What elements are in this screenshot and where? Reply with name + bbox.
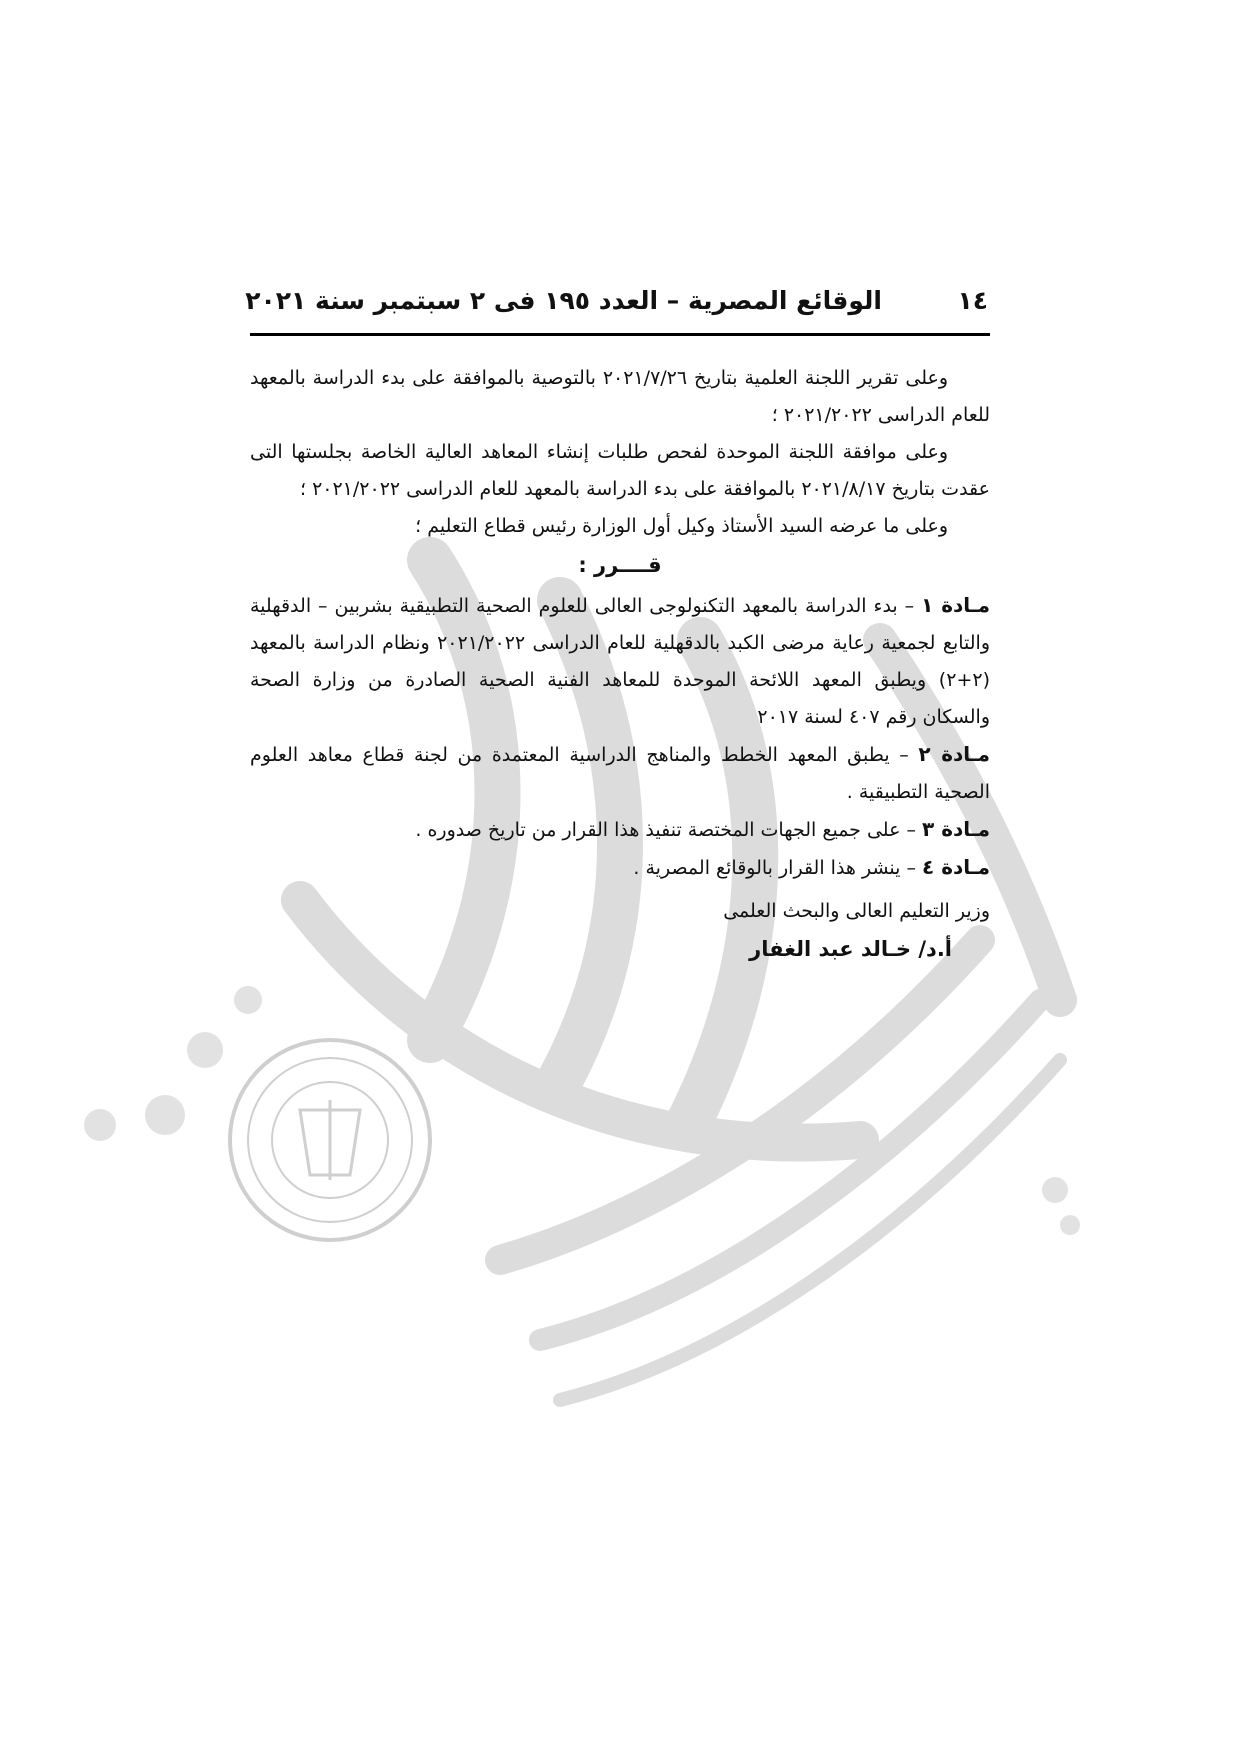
gazette-header-title: الوقائع المصرية – العدد ١٩٥ فى ٢ سبتمبر سنة ٢٠٢١ (245, 286, 882, 315)
watermark-dot (1060, 1215, 1080, 1235)
watermark-dot (84, 1109, 116, 1141)
article-paragraph (250, 849, 990, 887)
recital-paragraph: وعلى تقرير اللجنة العلمية بتاريخ ٢٠٢١/٧/٢٦ بالتوصية بالموافقة على بدء الدراسة بالمعهد للعام الدراسى ٢٠٢١/٢٠٢٢ ؛ (250, 367, 990, 426)
article-label: مـادة ١ (921, 593, 990, 617)
recital-paragraph: وعلى ما عرضه السيد الأستاذ وكيل أول الوزارة رئيس قطاع التعليم ؛ (415, 515, 948, 537)
header-divider (250, 333, 990, 336)
watermark-stroke (560, 1060, 1060, 1400)
signature-block (250, 893, 990, 973)
recital-paragraph: وعلى موافقة اللجنة الموحدة لفحص طلبات إنشاء المعاهد العالية الخاصة بجلستها التى عقدت بتاريخ ٢٠٢١/٨/١٧ بالموافقة على بدء الدراسة بالمعهد للعام الدراسى ٢٠٢١/٢٠٢٢ ؛ (250, 441, 990, 500)
article-label: مـادة ٢ (918, 742, 991, 766)
article-paragraph (250, 736, 990, 811)
article-text: – يطبق المعهد الخطط والمناهج الدراسية المعتمدة من لجنة قطاع معاهد العلوم الصحية التطبيقية . (250, 744, 990, 803)
article-paragraph (250, 587, 990, 736)
watermark-dot (145, 1095, 185, 1135)
decree-body (250, 360, 990, 973)
article-paragraph (250, 811, 990, 849)
page-header (245, 278, 990, 334)
watermark-stroke (540, 1000, 1040, 1340)
article-label: مـادة ٣ (922, 817, 990, 841)
article-text: – بدء الدراسة بالمعهد التكنولوجى العالى للعلوم الصحية التطبيقية بشربين – الدقهلية والتابع لجمعية رعاية مرضى الكبد بالدقهلية للعام الدراسى ٢٠٢١/٢٠٢٢ ونظام الدراسة بالمعهد (٢+٢) ويطبق المعهد اللائحة الموحدة للمعاهد الفنية الصحية الصادرة من وزارة الصحة والسكان رقم ٤٠٧ لسنة ٢٠١٧ (250, 595, 991, 728)
watermark-dot (234, 986, 262, 1014)
signatory-title: وزير التعليم العالى والبحث العلمى (723, 900, 990, 922)
article-text: – ينشر هذا القرار بالوقائع المصرية . (633, 857, 923, 879)
watermark-dot (1042, 1177, 1068, 1203)
official-seal (230, 1040, 430, 1240)
article-label: مـادة ٤ (922, 855, 990, 879)
signatory-name: أ.د/ خـالد عبد الغفار (749, 937, 952, 961)
decided-word: قــــرر : (578, 553, 662, 577)
page-number: ١٤ (957, 286, 988, 315)
watermark-dot (187, 1032, 223, 1068)
article-text: – على جميع الجهات المختصة تنفيذ هذا القرار من تاريخ صدوره . (415, 819, 923, 841)
decided-heading (250, 547, 990, 585)
watermark-stroke (500, 940, 980, 1260)
